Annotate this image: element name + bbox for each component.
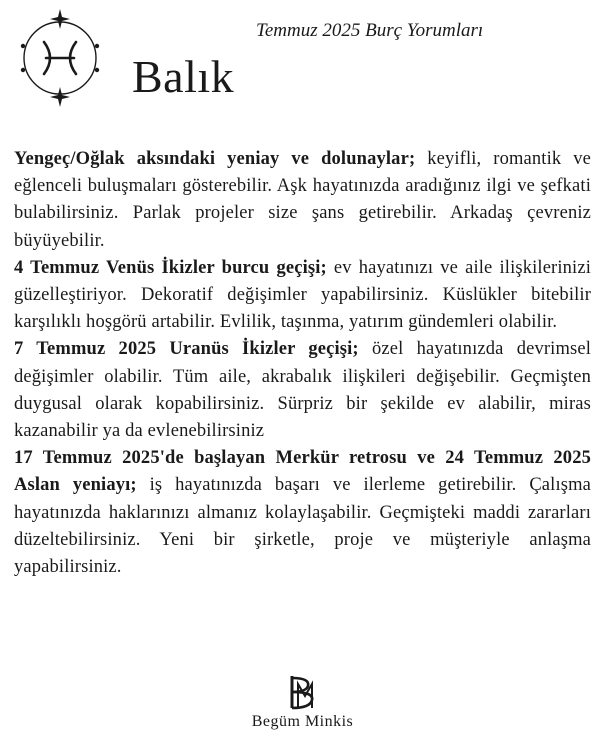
page-title: Balık bbox=[132, 51, 235, 102]
pisces-zodiac-icon bbox=[14, 6, 106, 110]
bm-monogram-icon bbox=[288, 674, 318, 710]
paragraph-text: ev hayatınızı ve aile ilişkilerinizi güzelleştiriyor. Dekoratif değişimler yapabilirsiniz. Küslükler bitebilir karşılıklı hoşgörü artabilir. Evlilik, taşınma, yatırım gündemleri olabilir. bbox=[14, 257, 591, 333]
page-subtitle: Temmuz 2025 Burç Yorumları bbox=[256, 20, 484, 41]
paragraph-highlight: 4 Temmuz Venüs İkizler burcu geçişi; bbox=[14, 257, 327, 278]
paragraph-text: keyifli, romantik ve eğlenceli buluşmaları gösterebilir. Aşk hayatınızda aradığınız ilgi ve şefkati bulabilirsiniz. Parlak projeler size şans getirebilir. Arkadaş çevreniz büyüyebilir. bbox=[14, 149, 591, 251]
paragraph-text: iş hayatınızda başarı ve ilerleme getirebilir. Çalışma hayatınızda haklarınızı almanız kolaylaşabilir. Geçmişteki maddi zararları düzeltebilirsiniz. Yeni bir şirketle, proje ve müşteriyle anlaşma yapabilirsiniz. bbox=[14, 475, 591, 578]
paragraph-text: özel hayatınızda devrimsel değişimler olabilir. Tüm aile, akrabalık ilişkileri değişebilir. Geçmişten duygusal olarak kopabilirsiniz. Sürpriz bir şekilde ev alabilir, miras kazanabilir ya da evlenebilirsiniz bbox=[14, 339, 591, 442]
paragraph-mercury-retro bbox=[14, 445, 591, 581]
author-name: Begüm Minkis bbox=[251, 713, 354, 730]
paragraph-uranus-transit bbox=[14, 336, 591, 445]
paragraph-venus-transit bbox=[14, 255, 591, 337]
paragraph-highlight: 7 Temmuz 2025 Uranüs İkizler geçişi; bbox=[14, 339, 359, 360]
paragraph-highlight: Yengeç/Oğlak aksındaki yeniay ve dolunaylar; bbox=[14, 149, 416, 169]
paragraph-highlight: 17 Temmuz 2025'de başlayan Merkür retrosu ve 24 Temmuz 2025 Aslan yeniayı; bbox=[14, 448, 591, 496]
paragraph-new-full-moons bbox=[14, 146, 591, 255]
horoscope-body bbox=[14, 146, 591, 581]
